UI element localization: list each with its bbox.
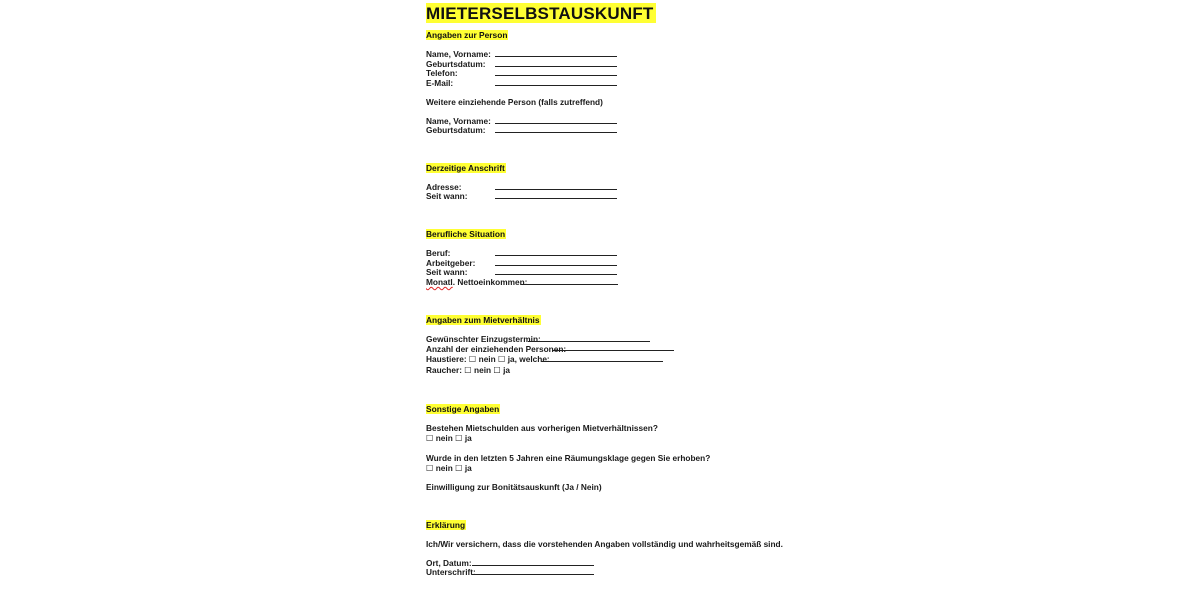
label-smoker[interactable]: Raucher: ☐ nein ☐ ja [426, 365, 511, 375]
section-heading-tenancy [426, 315, 541, 326]
label-address: Adresse: [426, 182, 462, 192]
section-heading-address-text: Derzeitige Anschrift [426, 163, 505, 173]
field-address-line[interactable] [495, 189, 617, 190]
field-further-name-line[interactable] [495, 123, 617, 124]
question-rent-debts: Bestehen Mietschulden aus vorherigen Mietverhältnissen? [426, 423, 658, 433]
field-job-since-line[interactable] [495, 274, 617, 275]
section-heading-declaration [426, 520, 466, 531]
field-further-birthdate-line[interactable] [495, 132, 617, 133]
field-place-date-line[interactable] [472, 565, 594, 566]
options-rent-debts[interactable]: ☐ nein ☐ ja [426, 433, 472, 443]
declaration-text: Ich/Wir versichern, dass die vorstehenden Angaben vollständig und wahrheitsgemäß sind. [426, 539, 783, 549]
label-pets[interactable]: Haustiere: ☐ nein ☐ ja, welche: [426, 354, 550, 364]
label-profession: Beruf: [426, 248, 451, 258]
label-net-income-rest: . Nettoeinkommen: [452, 277, 528, 287]
options-eviction[interactable]: ☐ nein ☐ ja [426, 463, 472, 473]
label-birthdate: Geburtsdatum: [426, 59, 486, 69]
section-heading-other [426, 404, 500, 415]
document-title: MIETERSELBSTAUSKUNFT [426, 4, 654, 23]
section-heading-address [426, 163, 506, 174]
field-birthdate-line[interactable] [495, 66, 617, 67]
section-heading-person-text: Angaben zur Person [426, 30, 508, 40]
label-employer: Arbeitgeber: [426, 258, 476, 268]
field-move-in-date-line[interactable] [528, 341, 650, 342]
label-address-since: Seit wann: [426, 191, 468, 201]
field-name-line[interactable] [495, 56, 617, 57]
field-signature-line[interactable] [472, 574, 594, 575]
section-heading-other-text: Sonstige Angaben [426, 404, 500, 414]
consent-credit-check: Einwilligung zur Bonitätsauskunft (Ja / Nein) [426, 482, 602, 492]
label-job-since: Seit wann: [426, 267, 468, 277]
field-phone-line[interactable] [495, 75, 617, 76]
section-heading-declaration-text: Erklärung [426, 520, 466, 530]
label-name: Name, Vorname: [426, 49, 491, 59]
question-eviction: Wurde in den letzten 5 Jahren eine Räumungsklage gegen Sie erhoben? [426, 453, 711, 463]
field-address-since-line[interactable] [495, 198, 617, 199]
label-email: E-Mail: [426, 78, 454, 88]
label-further-birthdate: Geburtsdatum: [426, 125, 486, 135]
subheading-further-person: Weitere einziehende Person (falls zutreffend) [426, 97, 603, 107]
field-net-income-line[interactable] [521, 284, 618, 285]
label-phone: Telefon: [426, 68, 458, 78]
section-heading-tenancy-text: Angaben zum Mietverhältnis [426, 315, 540, 325]
field-employer-line[interactable] [495, 265, 617, 266]
section-heading-job [426, 229, 506, 240]
field-number-of-persons-line[interactable] [552, 350, 674, 351]
label-further-name: Name, Vorname: [426, 116, 491, 126]
label-move-in-date: Gewünschter Einzugstermin: [426, 334, 541, 344]
field-email-line[interactable] [495, 85, 617, 86]
label-number-of-persons: Anzahl der einziehenden Personen: [426, 344, 567, 354]
label-signature: Unterschrift: [426, 567, 476, 577]
section-heading-person [426, 30, 508, 41]
label-net-income [426, 277, 527, 288]
field-pets-line[interactable] [541, 361, 663, 362]
label-place-date: Ort, Datum: [426, 558, 472, 568]
label-net-income-abbrev: Monatl [426, 277, 453, 287]
section-heading-job-text: Berufliche Situation [426, 229, 506, 239]
field-profession-line[interactable] [495, 255, 617, 256]
